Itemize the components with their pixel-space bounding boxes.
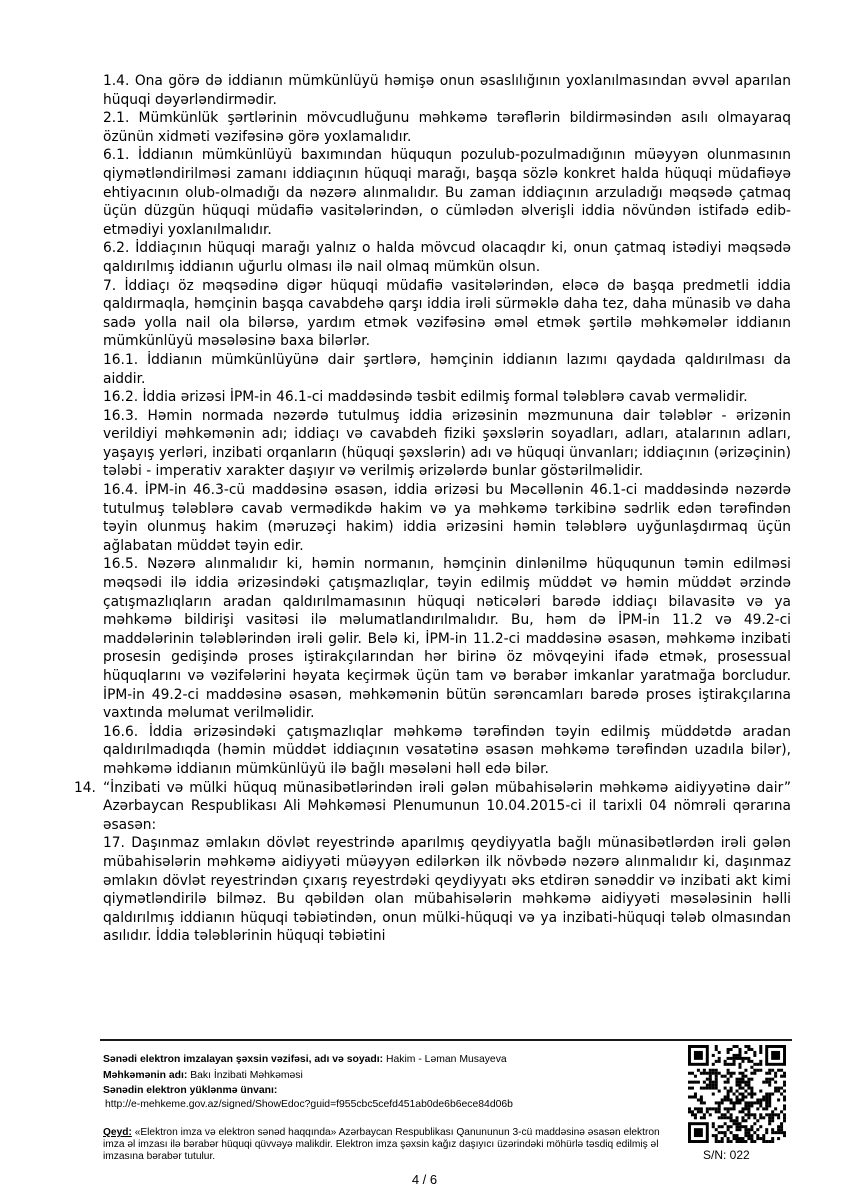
paragraph-1-4: 1.4. Ona görə də iddianın mümkünlüyü həmişə onun əsaslılığının yoxlanılmasından əvvəl aparılan hüquqi dəyərləndirmədir. [103,73,791,108]
paragraph-6-2: 6.2. İddiaçının hüquqi marağı yalnız o halda mövcud olacaqdır ki, onun çatmaq istədiyi məqsədə qaldırılmış iddianın uğurlu olması ilə nail olmaq mümkün olsun. [103,240,791,275]
list-number: 14. [74,779,96,796]
item-14-text: “İnzibati və mülki hüquq münasibətlərindən irəli gələn mübahisələrin məhkəmə aidiyyətinə dair” Azərbaycan Respublikası Ali Məhkəməsi Plenumunun 10.04.2015-ci il tarixli 04 nömrəli qərarına əsasən: [103,779,791,833]
paragraph-16-4: 16.4. İPM-in 46.3-cü maddəsinə əsasən, iddia ərizəsi bu Məcəllənin 46.1-ci maddəsində nəzərdə tutulmuş tələblərə cavab vermədikdə hakim və ya məhkəmə tərkibinə sədrlik edən tərəfindən təyin olunmuş hakim (məruzəçi hakim) iddia ərizəsini həmin tələblərə uyğunlaşdırmaq üçün ağlabatan müddət təyin edir. [103,482,791,554]
url-label: Sənədin elektron yüklənmə ünvanı: [103,1085,278,1096]
paragraph-16-3: 16.3. Həmin normada nəzərdə tutulmuş iddia ərizəsinin məzmununa dair tələblər - ərizənin verildiyi məhkəmənin adı; iddiaçı və cavabdeh fiziki şəxslərin soyadları, adları, atalarının adları, yaşayış yerləri, inzibati orqanların (hüquqi şəxslərin) adı və hüquqi ünvanları; iddiaçının (ərizəçinin) tələbi - imperativ xarakter daşıyır və verilmiş ərizələrdə bunlar göstərilməlidir. [103,407,791,480]
paragraph-17: 17. Daşınmaz əmlakın dövlət reyestrində aparılmış qeydiyyatla bağlı münasibətlərdən irəli gələn mübahisələrin məhkəmə aidiyyəti müəyyən edilərkən ilk növbədə nəzərə alınmalıdır ki, daşınmaz əmlakın dövlət reyestrindən çıxarış reyestrdəki qeydiyyatı əks etdirən sənəddir və inzibati akt kimi qiymətləndirilə bilməz. Bu qəbildən olan mübahisələrin məhkəmə aidiyyəti məsələsinin həlli qaldırılmış iddianın hüquqi təbiətindən, onun mülki-hüquqi və ya inzibati-hüquqi tələb olmasından asılıdır. İddia tələblərinin hüquqi təbiətini [103,835,791,945]
url-row [103,1084,668,1111]
signer-label: Sənədi elektron imzalayan şəxsin vəzifəsi, adı və soyadı: [103,1054,384,1065]
legal-note [103,1127,668,1164]
paragraph-7: 7. İddiaçı öz məqsədinə digər hüquqi müdafiə vasitələrindən, eləcə də başqa predmetli iddia qaldırmaqla, həmçinin başqa cavabdehə qarşı iddia irəli sürməklə daha tez, daha münasib və daha sadə yolla nail ola bilərsə, yardım etmək vəzifəsinə əməl etmək şərtilə məhkəmələr iddianın mümkünlüyü məsələsinə baxa bilərlər. [103,277,791,350]
paragraph-6-1: 6.1. İddianın mümkünlüyü baxımından hüququn pozulub-pozulmadığının müəyyən olunmasının qiymətləndirilməsi zamanı iddiaçının hüquqi marağı, başqa sözlə konkret halda hüquqi müdafiəyə ehtiyacının olub-olmadığı da nəzərə alınmalıdır. Bu zaman iddiaçının arzuladığı məqsədə çatmaq üçün düzgün hüquqi müdafiə vasitələrindən, o cümlədən əlverişli iddia növündən istifadə edib-etmədiyi yoxlanılmalıdır. [103,147,791,238]
court-label: Məhkəmənin adı: [103,1069,188,1081]
note-text: «Elektron imza və elektron sənəd haqqında» Azərbaycan Respublikası Qanununun 3-cü maddəsinə əsasən elektron imza əl imzası ilə bərabər hüquqi qüvvəyə malikdir. Elektron imza şəxsin kağız daşıyıcı üzərindəki möhürlə təsdiq edilmiş əl imzasına bərabər tutulur. [103,1127,660,1163]
list-item-14 [74,779,791,835]
court-row [103,1069,668,1083]
note-label: Qeyd: [103,1127,132,1138]
qr-code-icon [688,1045,786,1143]
document-url-link[interactable]: http://e-mehkeme.gov.az/signed/ShowEdoc?guid=f955cbc5cefd451ab0de6b6ece84d06b [105,1098,513,1110]
paragraph-16-1: 16.1. İddianın mümkünlüyünə dair şərtlərə, həmçinin iddianın lazımı qaydada qaldırılması da aiddir. [103,351,791,387]
paragraph-16-2: 16.2. İddia ərizəsi İPM-in 46.1-ci maddəsində təsbit edilmiş formal tələblərə cavab verməlidir. [103,389,748,406]
paragraph-16-5: 16.5. Nəzərə alınmalıdır ki, həmin normanın, həmçinin dinlənilmə hüququnun təmin edilməsi məqsədi ilə iddia ərizəsindəki çatışmazlıqlar, təyin edilmiş müddət və həmin müddət ərzində çatışmazlıqların aradan qaldırılmamasının hüquqi nəticələri barədə iddiaçı bilavasitə və ya məhkəmə bildirişi vasitəsi ilə məlumatlandırılmalıdır. Bu, həm də İPM-in 11.2 və 49.2-ci maddələrinin tələblərindən irəli gəlir. Belə ki, İPM-in 11.2-ci maddəsinə əsasən, məhkəmə inzibati prosesin gedişində proses iştirakçılarından hər birinə öz mövqeyini ifadə etmək, prosessual hüquqlarını və vəzifələrini həyata keçirmək üçün tam və bərabər imkanlar yaratmağa borcludur. İPM-in 49.2-ci maddəsinə əsasən, məhkəmənin bütün sərəncamları barədə proses iştirakçılarına vaxtında məlumat verilməlidir. [103,556,791,722]
page-number: 4 / 6 [411,1172,438,1187]
signer-value: Hakim - Ləman Musayeva [386,1054,507,1065]
footer-divider [100,1039,792,1041]
signer-row [103,1053,668,1067]
court-value: Bakı İnzibati Məhkəməsi [190,1069,303,1081]
paragraph-16-6: 16.6. İddia ərizəsindəki çatışmazlıqlar məhkəmə tərəfindən təyin edilmiş müddətdə aradan qaldırılmadıqda (həmin müddət iddiaçının vəsatətinə əsasən məhkəmə tərəfindən uzadıla bilər), məhkəmə iddianın mümkünlüyü ilə bağlı məsələni həll edə bilər. [103,723,791,777]
document-body [74,72,791,946]
serial-number: S/N: 022 [703,1148,750,1162]
paragraph-2-1: 2.1. Mümkünlük şərtlərinin mövcudluğunu məhkəmə tərəflərin bildirməsindən asılı olmayaraq özünün xidməti vəzifəsinə görə yoxlamalıdır. [103,110,791,145]
signature-footer [103,1053,668,1113]
